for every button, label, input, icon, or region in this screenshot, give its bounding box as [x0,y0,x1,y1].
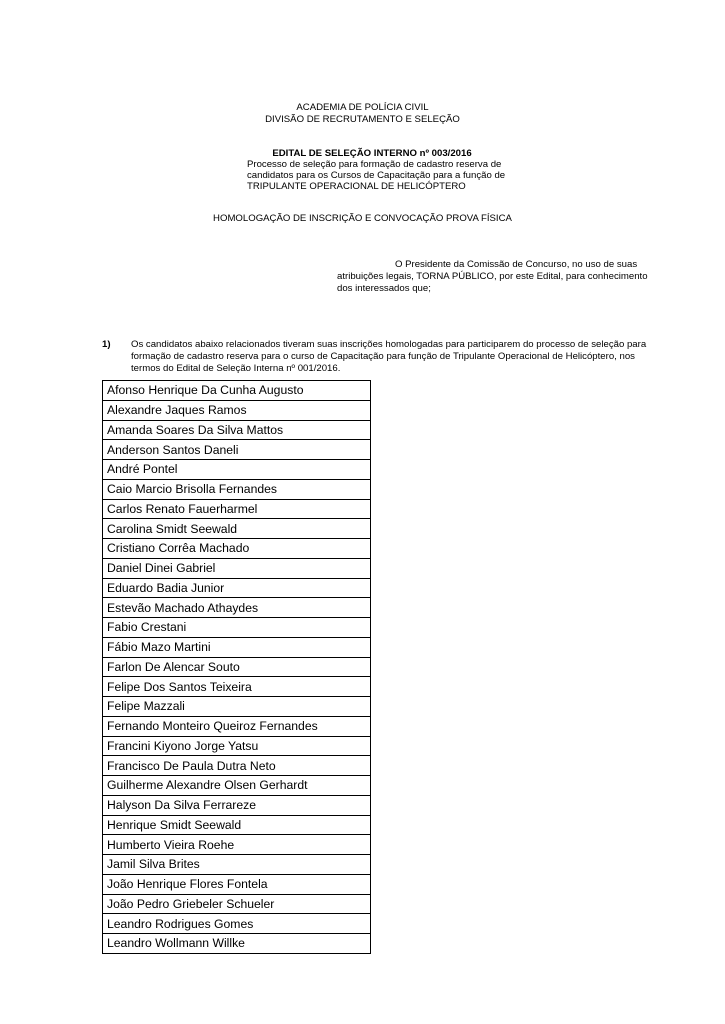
candidate-name: Leandro Rodrigues Gomes [103,914,371,934]
candidate-name: Leandro Wollmann Willke [103,934,371,954]
table-row [103,519,371,539]
table-row [103,697,371,717]
item-text-line: formação de cadastro reserva para o curso de Capacitação para função de Tripulante Operacional de Helicóptero, nos [131,351,635,362]
edital-description-line: TRIPULANTE OPERACIONAL DE HELICÓPTERO [247,181,466,192]
candidate-name: Cristiano Corrêa Machado [103,539,371,559]
table-row [103,558,371,578]
candidate-name: Estevão Machado Athaydes [103,598,371,618]
candidate-name: Alexandre Jaques Ramos [103,400,371,420]
candidate-name: André Pontel [103,460,371,480]
candidate-name: Carolina Smidt Seewald [103,519,371,539]
table-row [103,598,371,618]
item-1 [102,339,657,375]
division-name: DIVISÃO DE RECRUTAMENTO E SELEÇÃO [265,114,460,125]
table-row [103,479,371,499]
intro-paragraph [337,259,659,295]
item-number: 1) [102,339,111,350]
item-text-line: termos do Edital de Seleção Interna nº 001/2016. [131,363,341,374]
candidate-name: Humberto Vieira Roehe [103,835,371,855]
table-row [103,400,371,420]
table-row [103,657,371,677]
table-row [103,618,371,638]
candidate-name: Henrique Smidt Seewald [103,815,371,835]
intro-line: O Presidente da Comissão de Concurso, no uso de suas [395,259,638,270]
table-row [103,637,371,657]
candidate-name: Guilherme Alexandre Olsen Gerhardt [103,776,371,796]
candidates-table [102,380,371,954]
table-row [103,381,371,401]
table-row [103,756,371,776]
homologation-heading: HOMOLOGAÇÃO DE INSCRIÇÃO E CONVOCAÇÃO PROVA FÍSICA [213,213,512,224]
table-row [103,815,371,835]
table-row [103,934,371,954]
table-row [103,716,371,736]
candidate-name: Halyson Da Silva Ferrareze [103,795,371,815]
candidate-name: João Pedro Griebeler Schueler [103,894,371,914]
edital-block [247,148,537,192]
institution-header [0,102,725,126]
table-row [103,440,371,460]
candidate-name: Amanda Soares Da Silva Mattos [103,420,371,440]
candidate-name: Afonso Henrique Da Cunha Augusto [103,381,371,401]
edital-description-line: Processo de seleção para formação de cadastro reserva de [247,159,502,170]
candidate-name: Francisco De Paula Dutra Neto [103,756,371,776]
item-text [131,339,657,375]
candidate-name: Eduardo Badia Junior [103,578,371,598]
edital-title: EDITAL DE SELEÇÃO INTERNO nº 003/2016 [272,148,472,159]
intro-line: atribuições legais, TORNA PÚBLICO, por este Edital, para conhecimento [337,271,648,282]
item-text-line: Os candidatos abaixo relacionados tiveram suas inscrições homologadas para participarem do processo de seleção para [131,339,647,350]
intro-line: dos interessados que; [337,283,431,294]
table-row [103,539,371,559]
table-row [103,420,371,440]
candidate-name: Carlos Renato Fauerharmel [103,499,371,519]
institution-name: ACADEMIA DE POLÍCIA CIVIL [296,102,429,113]
table-row [103,736,371,756]
candidate-name: Farlon De Alencar Souto [103,657,371,677]
table-row [103,914,371,934]
candidate-name: Felipe Dos Santos Teixeira [103,677,371,697]
candidate-name: Caio Marcio Brisolla Fernandes [103,479,371,499]
table-row [103,874,371,894]
candidate-name: Fábio Mazo Martini [103,637,371,657]
table-row [103,499,371,519]
table-row [103,776,371,796]
table-row [103,578,371,598]
candidate-name: Anderson Santos Daneli [103,440,371,460]
table-row [103,855,371,875]
table-row [103,835,371,855]
candidate-name: Fabio Crestani [103,618,371,638]
candidate-name: Jamil Silva Brites [103,855,371,875]
candidate-name: Francini Kiyono Jorge Yatsu [103,736,371,756]
edital-description-line: candidatos para os Cursos de Capacitação para a função de [247,170,506,181]
candidate-name: Fernando Monteiro Queiroz Fernandes [103,716,371,736]
candidate-name: João Henrique Flores Fontela [103,874,371,894]
candidate-name: Felipe Mazzali [103,697,371,717]
table-row [103,795,371,815]
table-row [103,894,371,914]
candidate-name: Daniel Dinei Gabriel [103,558,371,578]
table-row [103,677,371,697]
table-row [103,460,371,480]
